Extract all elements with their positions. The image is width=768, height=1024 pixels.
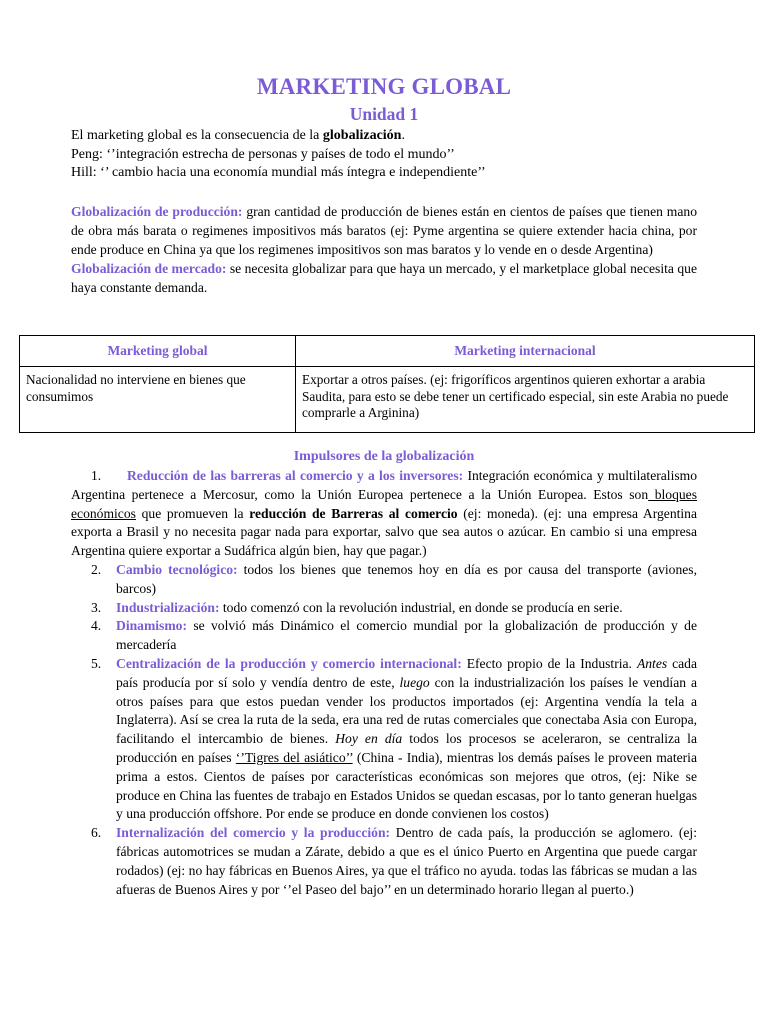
item-text: con la industrialización los países le vendían a otros países para que estos puedan vender los productos importados (ej: Argentina vendía la tela a Inglaterra). Así se crea la ruta de la seda, era una red de rutas comerciales que conectaba Asia con Europa, facilitando el intercambio de bienes. (116, 674, 697, 747)
intro-line-1 (71, 127, 697, 146)
list-item (71, 599, 697, 618)
item-text: (China - India), mientras los demás países le proveen materia prima a estos. Cientos de países por características económicas son mejores que otros, (ej: Nike se produce en China las fuentes de trabajo en Estados Unidos se quedan escasas, por lo tanto generan huelgas y una producción offshore. Por ende se produce en donde convienen los costos) (116, 749, 697, 822)
table-cell-international: Exportar a otros países. (ej: frigoríficos argentinos quieren exhortar a arabia Saudita, para esto se debe tener un certificado especial, sin este Arabia no puede comprarle a Arginina) (296, 367, 755, 433)
item-text: cada país producía por sí solo y vendía dentro de este, (116, 655, 698, 690)
item-number: 1. (91, 468, 102, 483)
intro-line-1-end: . (401, 128, 405, 143)
drivers-list (71, 467, 697, 899)
item-label: Centralización de la producción y comercio internacional: (116, 655, 462, 671)
item-text: todos los procesos se aceleraron, se centraliza la producción en países (116, 731, 697, 765)
list-item (71, 467, 697, 561)
item-text: Dentro de cada país, la producción se aglomero. (ej: fábricas automotrices se mudan a Zárate, debido a que es el único Puerto en Argentina que puede cargar rodados) (ej: no hay fábricas en Buenos Aires, ya que el tráfico no ayuda. todas las fábricas se mudan a las afueras de Buenos Aires y por ‘’el Paseo del bajo’’ en un determinado horario llegan al puerto.) (116, 825, 697, 897)
definition-label: Globalización de producción: (71, 204, 243, 219)
item-text: que promueven la (135, 505, 250, 521)
item-number: 4. (91, 618, 102, 634)
definition-text: gran cantidad de producción de bienes están en cientos de países que tienen mano de obra más barata o regimenes impositivos más baratos (ej: Pyme argentina se quiere extender hacia china, por ende produce en China ya que los regimenes impositivos son mas baratos y lo vende en o desde Argentina) (71, 204, 697, 257)
item-number: 3. (91, 599, 102, 615)
unit-heading: Unidad 1 (349, 104, 419, 124)
item-number: 2. (91, 561, 102, 577)
intro-line-3: Hill: ‘’ cambio hacia una economía mundial más íntegra e independiente’’ (71, 165, 486, 180)
drivers-heading: Impulsores de la globalización (293, 449, 475, 464)
item-text: todos los bienes que tenemos hoy en día es por causa del transporte (aviones, barcos) (116, 561, 697, 596)
item-label: Reducción de las barreras al comercio y a los inversores: (126, 468, 464, 483)
item-text: se volvió más Dinámico el comercio mundial por la globalización de producción y de mercadería (116, 618, 697, 653)
item-italic-text: luego (399, 674, 430, 690)
bloques-economicos-link: bloques económicos (71, 486, 698, 521)
item-text: (ej: moneda). (ej: una empresa Argentina exporta a Brasil y no necesita pagar nada para exportar, salvo que sea autos o azúcar. En cambio si una empresa Argentina quiere exportar a Sudáfrica algún bien, hay que pagar.) (71, 505, 698, 559)
comparison-table (19, 335, 755, 433)
item-label: Internalización del comercio y la producción: (116, 825, 391, 841)
item-number: 6. (91, 825, 102, 841)
item-italic-text: Antes (636, 655, 668, 671)
definition-market (71, 259, 697, 297)
item-text: todo comenzó con la revolución industrial, en donde se producía en serie. (219, 599, 623, 615)
item-text: Efecto propio de la Industria. (461, 655, 637, 671)
definition-text: se necesita globalizar para que haya un mercado, y el marketplace global necesita que haya constante demanda. (71, 261, 697, 295)
definition-production (71, 202, 697, 259)
list-item (71, 561, 697, 599)
table-header-global: Marketing global (20, 336, 296, 367)
definitions-block (71, 202, 697, 297)
item-label: Dinamismo: (116, 618, 187, 634)
item-label: Cambio tecnológico: (116, 561, 238, 577)
item-italic-text: Hoy en día (335, 731, 403, 747)
intro-line-1-text: El marketing global es la consecuencia de la (71, 128, 323, 143)
definition-label: Globalización de mercado: (71, 261, 227, 276)
list-item (71, 655, 697, 824)
table-cell-global: Nacionalidad no interviene en bienes que consumimos (20, 367, 296, 433)
globalization-term: globalización (322, 128, 402, 143)
list-item (71, 617, 697, 655)
table-header-row (20, 336, 755, 367)
intro-block (71, 127, 697, 183)
item-number: 5. (91, 655, 102, 671)
item-text: Integración económica y multilateralismo Argentina pertenece a Mercosur, como la Unión Europea pertenece a la Unión Europea. Estos son (71, 468, 698, 502)
item-label: Industrialización: (116, 599, 220, 615)
table-header-international: Marketing internacional (296, 336, 755, 367)
tigres-asiatico-link: ‘’Tigres del asiático’’ (235, 749, 353, 765)
item-bold-text: reducción de Barreras al comercio (249, 505, 458, 521)
page-title: MARKETING GLOBAL (256, 74, 512, 99)
intro-line-2: Peng: ‘’integración estrecha de personas y países de todo el mundo’’ (71, 146, 455, 162)
table-row (20, 367, 755, 433)
list-item (71, 824, 697, 899)
